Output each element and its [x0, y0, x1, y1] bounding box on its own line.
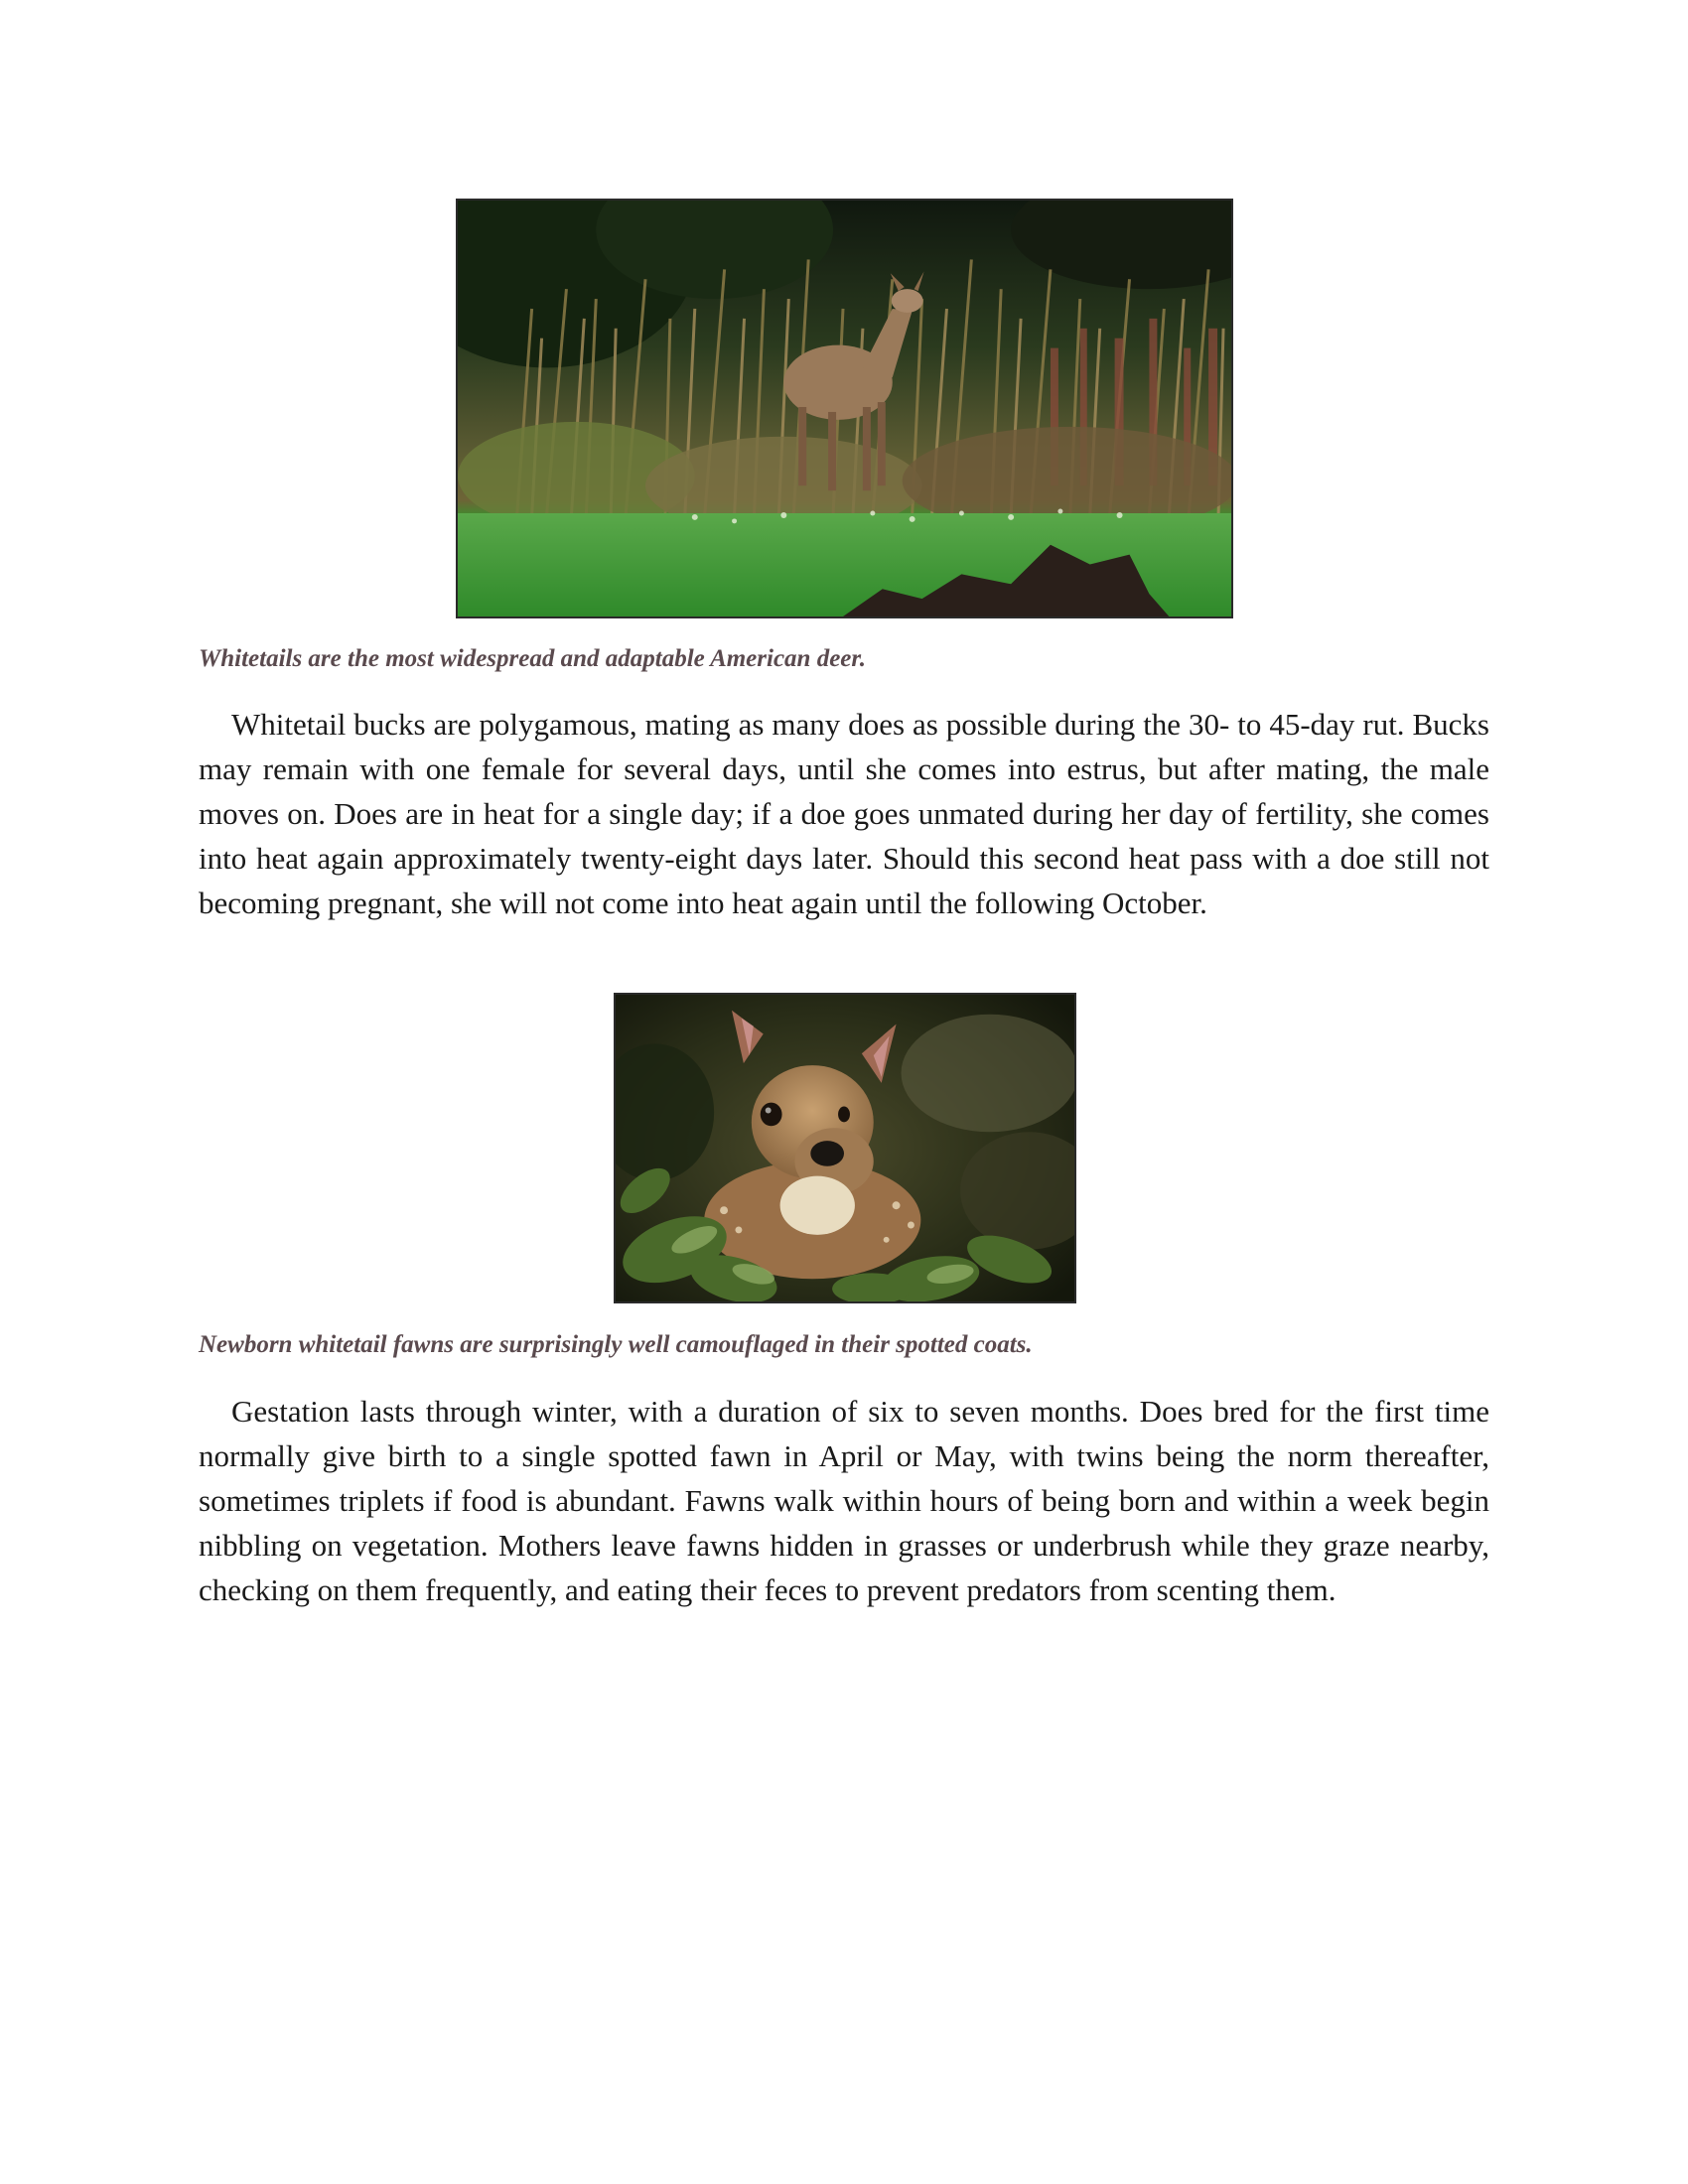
- doe-in-grass-image: [458, 201, 1231, 616]
- figure-caption: Newborn whitetail fawns are surprisingly well camouflaged in their spotted coats.: [199, 1331, 1033, 1358]
- body-paragraph: Gestation lasts through winter, with a duration of six to seven months. Does bred for the first time normally give birth to a single spotted fawn in April or May, with twins being the norm thereafter, sometimes triplets if food is abundant. Fawns walk within hours of being born and within a week begin nibbling on vegetation. Mothers leave fawns hidden in grasses or underbrush while they graze nearby, checking on them frequently, and eating their feces to prevent predators from scenting them.: [199, 1394, 1489, 1607]
- figure-caption: Whitetails are the most widespread and adaptable American deer.: [199, 645, 866, 672]
- body-paragraph: Whitetail bucks are polygamous, mating as many does as possible during the 30- to 45-day rut. Bucks may remain with one female for several days, until she comes into estrus, but after mating, the male moves on. Does are in heat for a single day; if a doe goes unmated during her day of fertility, she comes into heat again approximately twenty-eight days later. Should this second heat pass with a doe still not becoming pregnant, she will not come into heat again until the following October.: [199, 707, 1489, 920]
- whitetail-fawn-photo: [614, 993, 1076, 1303]
- whitetail-doe-photo: [456, 199, 1233, 618]
- fawn-in-foliage-image: [616, 995, 1074, 1301]
